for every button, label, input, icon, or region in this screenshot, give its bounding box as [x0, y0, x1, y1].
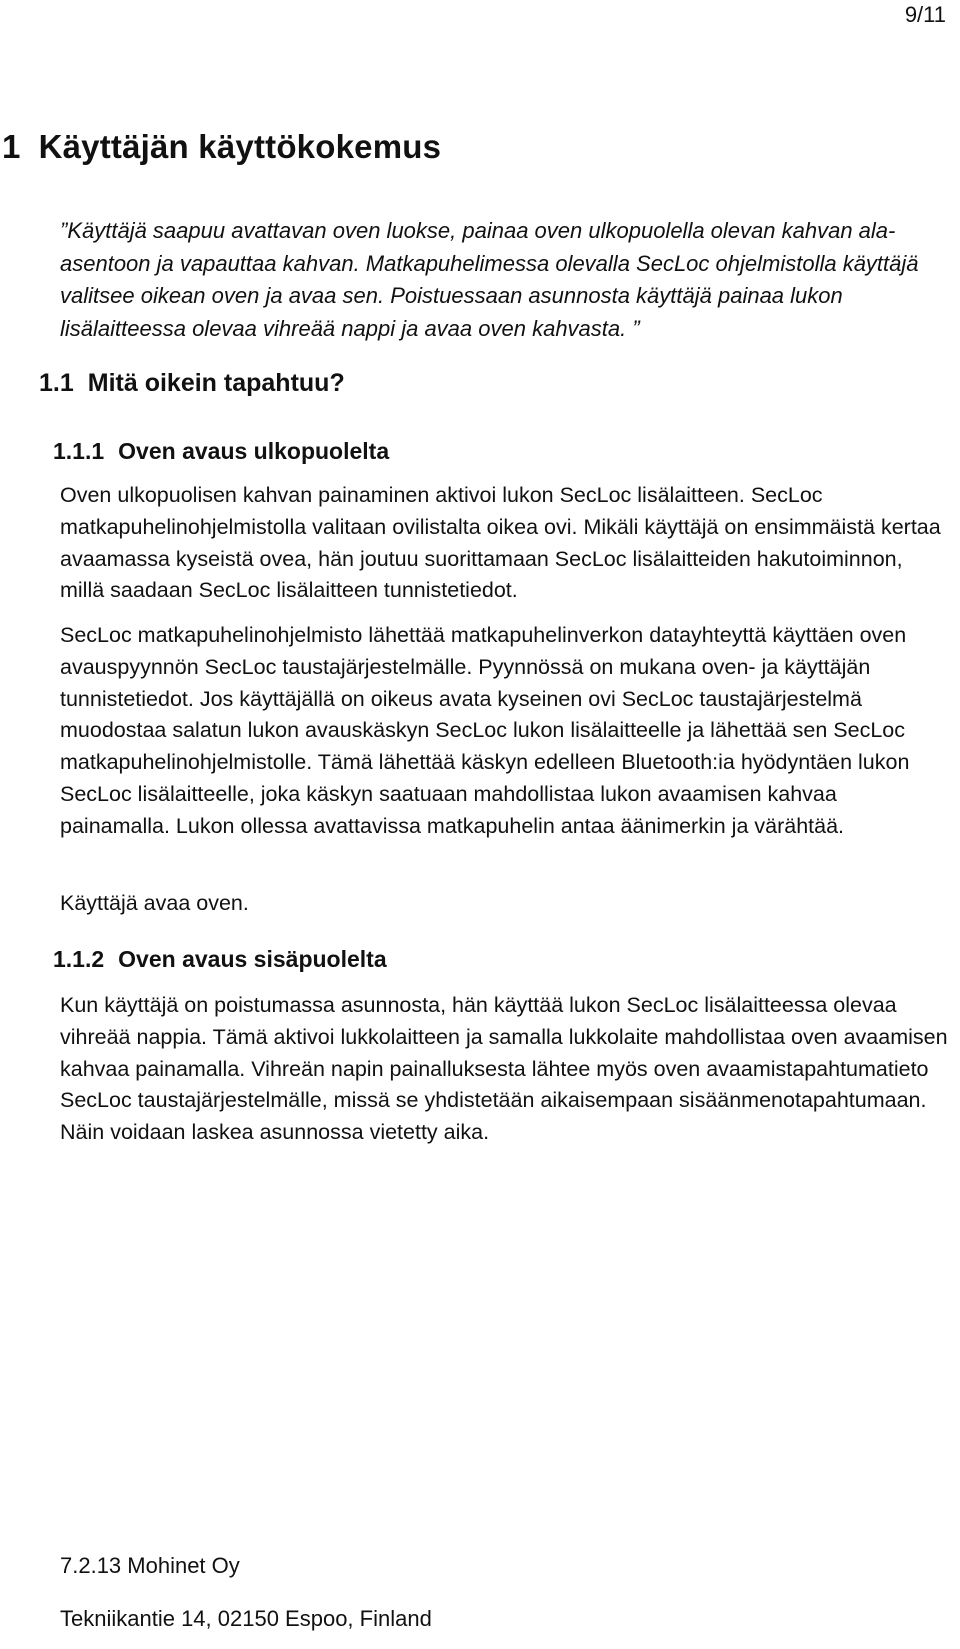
section-heading — [2, 128, 441, 166]
paragraph-outside-3: Käyttäjä avaa oven. — [60, 891, 249, 915]
subsection-title: Mitä oikein tapahtuu? — [87, 369, 345, 397]
subsubsection-heading-outside — [53, 438, 389, 465]
paragraph-outside-2: SecLoc matkapuhelinohjelmisto lähettää matkapuhelinverkon datayhteyttä käyttäen oven avauspyynnön SecLoc taustajärjestelmälle. Pyynnössä on mukana oven- ja käyttäjän tunnistetiedot. Jos käyttäjällä on oikeus avata kyseinen ovi SecLoc taustajärjestelmä muodostaa salatun lukon avauskäskyn SecLoc lukon lisälaitteelle ja lähettää sen SecLoc matkapuhelinohjelmistolle. Tämä lähettää käskyn edelleen Bluetooth:ia hyödyntäen lukon SecLoc lisälaitteelle, joka käskyn saatuaan mahdollistaa lukon avaamisen kahvaa painamalla. Lukon ollessa avattavissa matkapuhelin antaa äänimerkin ja värähtää. — [60, 623, 910, 838]
subsection-number: 1.1 — [39, 369, 74, 397]
footer-date-company: 7.2.13 Mohinet Oy — [60, 1553, 240, 1578]
subsubsection-title: Oven avaus sisäpuolelta — [118, 946, 387, 972]
footer-address: Tekniikantie 14, 02150 Espoo, Finland — [60, 1606, 432, 1631]
subsubsection-number: 1.1.2 — [53, 946, 105, 972]
section-number: 1 — [2, 128, 21, 165]
subsubsection-title: Oven avaus ulkopuolelta — [118, 438, 390, 464]
page-number: 9/11 — [904, 2, 946, 27]
paragraph-outside-1: Oven ulkopuolisen kahvan painaminen aktivoi lukon SecLoc lisälaitteen. SecLoc matkapuhelinohjelmistolla valitaan ovilistalta oikea ovi. Mikäli käyttäjä on ensimmäistä kertaa avaamassa kyseistä ovea, hän joutuu suorittamaan SecLoc lisälaitteiden hakutoiminnon, millä saadaan SecLoc lisälaitteen tunnistetiedot. — [60, 483, 941, 603]
intro-quote: ”Käyttäjä saapuu avattavan oven luokse, painaa oven ulkopuolella olevan kahvan ala-asentoon ja vapauttaa kahvan. Matkapuhelimessa olevalla SecLoc ohjelmistolla käyttäjä valitsee oikean oven ja avaa sen. Poistuessaan asunnosta käyttäjä painaa lukon lisälaitteessa olevaa vihreää nappi ja avaa oven kahvasta. ” — [60, 218, 919, 341]
subsubsection-number: 1.1.1 — [53, 438, 105, 464]
section-title: Käyttäjän käyttökokemus — [38, 128, 442, 165]
subsubsection-heading-inside — [53, 946, 387, 973]
subsection-heading — [39, 369, 345, 398]
paragraph-inside-1: Kun käyttäjä on poistumassa asunnosta, hän käyttää lukon SecLoc lisälaitteessa olevaa vihreää nappia. Tämä aktivoi lukkolaitteen ja samalla lukkolaite mahdollistaa oven avaamisen kahvaa painamalla. Vihreän napin painalluksesta lähtee myös oven avaamistapahtumatieto SecLoc taustajärjestelmälle, missä se yhdistetään aikaisempaan sisäänmenotapahtumaan. Näin voidaan laskea asunnossa vietetty aika. — [60, 993, 948, 1145]
